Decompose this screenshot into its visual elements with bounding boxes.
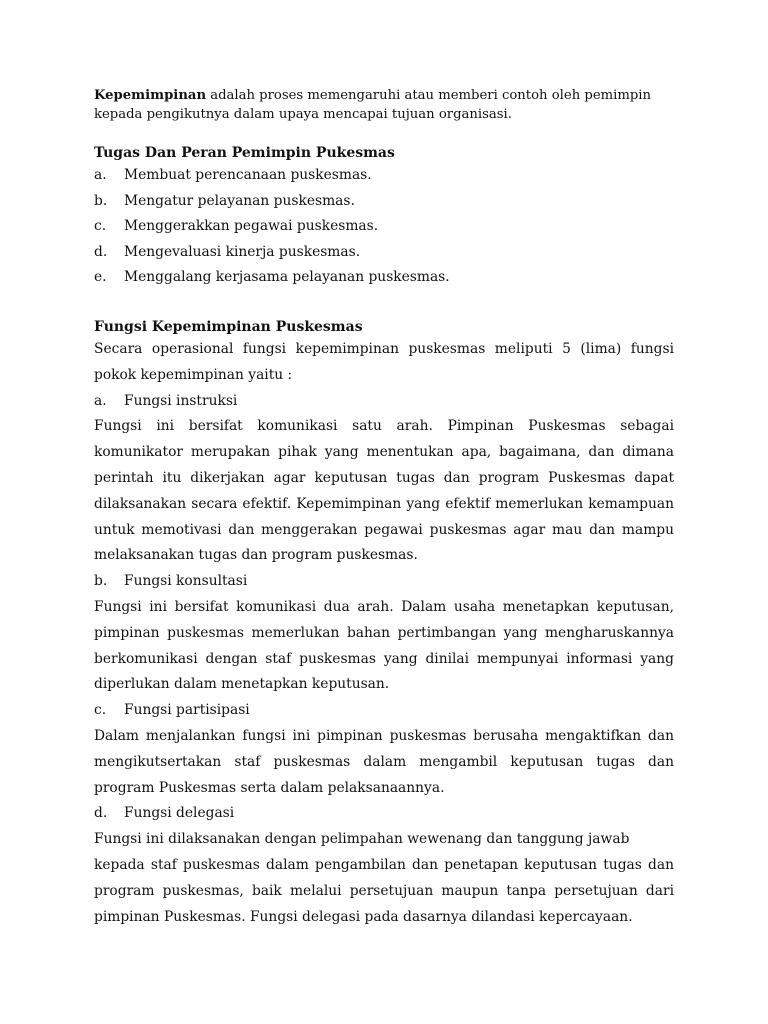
list-marker: d.: [94, 805, 108, 822]
functions-title: Fungsi Kepemimpinan Puskesmas: [94, 318, 363, 335]
intro-text: adalah proses memengaruhi atau memberi contoh oleh pemimpin kepada pengikutnya dalam upaya mencapai tujuan organisasi.: [94, 88, 652, 122]
function-heading-partisipasi: [94, 698, 674, 724]
function-line-delegasi: Fungsi ini dilaksanakan dengan pelimpahan wewenang dan tanggung jawab: [94, 831, 630, 848]
list-marker: b.: [94, 573, 108, 590]
list-item-text: Mengevaluasi kinerja puskesmas.: [124, 243, 361, 260]
function-title: Fungsi partisipasi: [124, 702, 250, 719]
list-item: [94, 163, 674, 189]
function-heading-delegasi: [94, 801, 674, 827]
list-marker: d.: [94, 243, 108, 260]
functions-intro: Secara operasional fungsi kepemimpinan puskesmas meliputi 5 (lima) fungsi pokok kepemimpinan yaitu :: [94, 340, 674, 383]
list-marker: a.: [94, 392, 107, 409]
list-item-text: Menggerakkan pegawai puskesmas.: [124, 218, 379, 235]
list-item: [94, 265, 674, 291]
list-marker: e.: [94, 269, 107, 286]
list-item-text: Membuat perencanaan puskesmas.: [124, 167, 372, 183]
section-spacer: [94, 291, 674, 317]
intro-paragraph: [94, 86, 674, 124]
function-heading-instruksi: [94, 389, 674, 415]
list-marker: b.: [94, 192, 108, 209]
list-item: [94, 214, 674, 240]
document-page: [94, 86, 674, 930]
list-item: [94, 189, 674, 215]
function-body-konsultasi: Fungsi ini bersifat komunikasi dua arah. Dalam usaha menetapkan keputusan, pimpinan puskesmas memerlukan bahan pertimbangan yang mengharuskannya berkomunikasi dengan staf puskesmas yang dinilai mempunyai informasi yang diperlukan dalam menetapkan keputusan.: [94, 598, 674, 693]
intro-term: Kepemimpinan: [94, 88, 207, 103]
tasks-list: [94, 163, 674, 291]
function-body-instruksi: Fungsi ini bersifat komunikasi satu arah. Pimpinan Puskesmas sebagai komunikator merupakan pihak yang menentukan apa, bagaimana, dan dimana perintah itu dikerjakan agar keputusan tugas dan program Puskesmas dapat dilaksanakan secara efektif. Kepemimpinan yang efektif memerlukan kemampuan untuk memotivasi dan menggerakan pegawai puskesmas agar mau dan mampu melaksanakan tugas dan program puskesmas.: [94, 418, 674, 564]
function-title: Fungsi delegasi: [124, 805, 235, 822]
function-heading-konsultasi: [94, 569, 674, 595]
list-item-text: Menggalang kerjasama pelayanan puskesmas.: [124, 269, 450, 286]
tasks-title: Tugas Dan Peran Pemimpin Pukesmas: [94, 145, 395, 161]
list-marker: c.: [94, 702, 107, 719]
function-title: Fungsi konsultasi: [124, 573, 248, 590]
function-body-delegasi: kepada staf puskesmas dalam pengambilan dan penetapan keputusan tugas dan program puskesmas, baik melalui persetujuan maupun tanpa persetujuan dari pimpinan Puskesmas. Fungsi delegasi pada dasarnya dilandasi kepercayaan.: [94, 856, 674, 925]
function-title: Fungsi instruksi: [124, 392, 238, 409]
list-item-text: Mengatur pelayanan puskesmas.: [124, 192, 355, 209]
list-marker: a.: [94, 167, 107, 183]
function-body-partisipasi: Dalam menjalankan fungsi ini pimpinan puskesmas berusaha mengaktifkan dan mengikutsertakan staf puskesmas dalam mengambil keputusan tugas dan program Puskesmas serta dalam pelaksanaannya.: [94, 727, 674, 796]
list-marker: c.: [94, 218, 107, 235]
list-item: [94, 240, 674, 266]
